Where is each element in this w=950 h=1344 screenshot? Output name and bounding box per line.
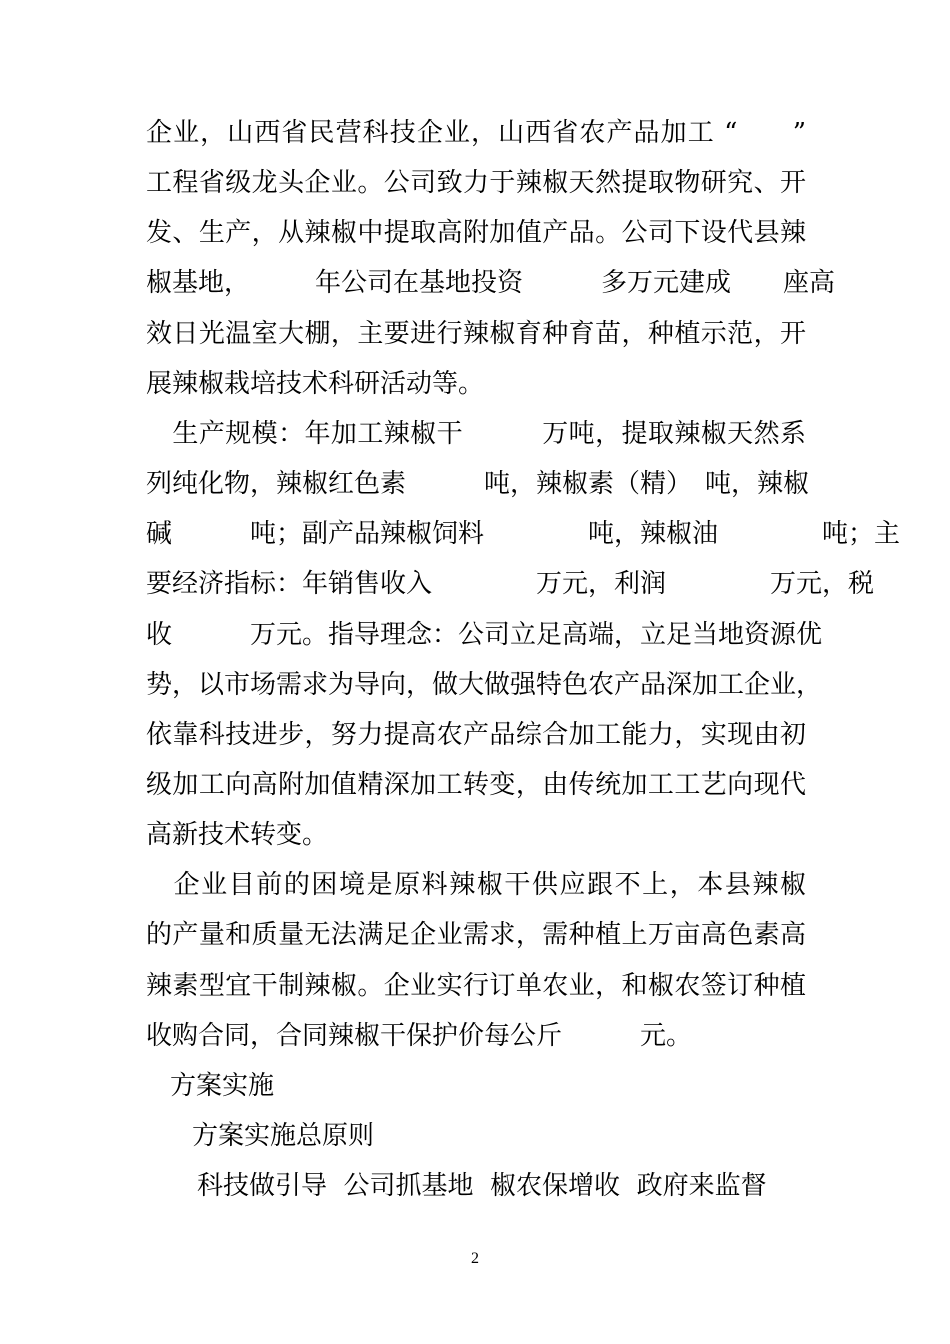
paragraph-line: 级加工向高附加值精深加工转变，由传统加工工艺向现代 bbox=[146, 770, 806, 800]
paragraph-line: 收购合同，合同辣椒干保护价每公斤 元。 bbox=[146, 1021, 693, 1051]
principle-line: 科技做引导 公司抓基地 椒农保增收 政府来监督 bbox=[197, 1171, 767, 1201]
page-number: 2 bbox=[471, 1250, 479, 1267]
paragraph-line: 企业目前的困境是原料辣椒干供应跟不上，本县辣椒 bbox=[146, 870, 806, 900]
paragraph-line: 展辣椒栽培技术科研活动等。 bbox=[146, 369, 485, 399]
paragraph-line: 收 万元。指导理念：公司立足高端，立足当地资源优 bbox=[146, 620, 823, 650]
paragraph-line: 列纯化物，辣椒红色素 吨，辣椒素（精） 吨，辣椒 bbox=[146, 469, 810, 499]
paragraph-line: 势，以市场需求为导向，做大做强特色农产品深加工企业， bbox=[146, 670, 823, 700]
paragraph-line: 辣素型宜干制辣椒。企业实行订单农业，和椒农签订种植 bbox=[146, 971, 806, 1001]
paragraph-line: 要经济指标：年销售收入 万元，利润 万元，税 bbox=[146, 569, 875, 599]
paragraph-line: 高新技术转变。 bbox=[146, 820, 329, 850]
section-heading: 方案实施 bbox=[170, 1071, 275, 1101]
paragraph-line: 效日光温室大棚，主要进行辣椒育种育苗，种植示范，开 bbox=[146, 319, 806, 349]
paragraph-line: 工程省级龙头企业。公司致力于辣椒天然提取物研究、开 bbox=[146, 168, 806, 198]
paragraph-line: 发、生产，从辣椒中提取高附加值产品。公司下设代县辣 bbox=[146, 218, 806, 248]
paragraph-line: 企业，山西省民营科技企业，山西省农产品加工 “ ” bbox=[146, 118, 806, 148]
paragraph-line: 依靠科技进步，努力提高农产品综合加工能力，实现由初 bbox=[146, 720, 806, 750]
subsection-heading: 方案实施总原则 bbox=[192, 1121, 375, 1151]
paragraph-line: 椒基地， 年公司在基地投资 多万元建成 座高 bbox=[146, 268, 836, 298]
paragraph-line: 的产量和质量无法满足企业需求，需种植上万亩高色素高 bbox=[146, 920, 806, 950]
paragraph-line: 碱 吨；副产品辣椒饲料 吨，辣椒油 吨；主 bbox=[146, 519, 901, 549]
paragraph-line: 生产规模：年加工辣椒干 万吨，提取辣椒天然系 bbox=[146, 419, 806, 449]
